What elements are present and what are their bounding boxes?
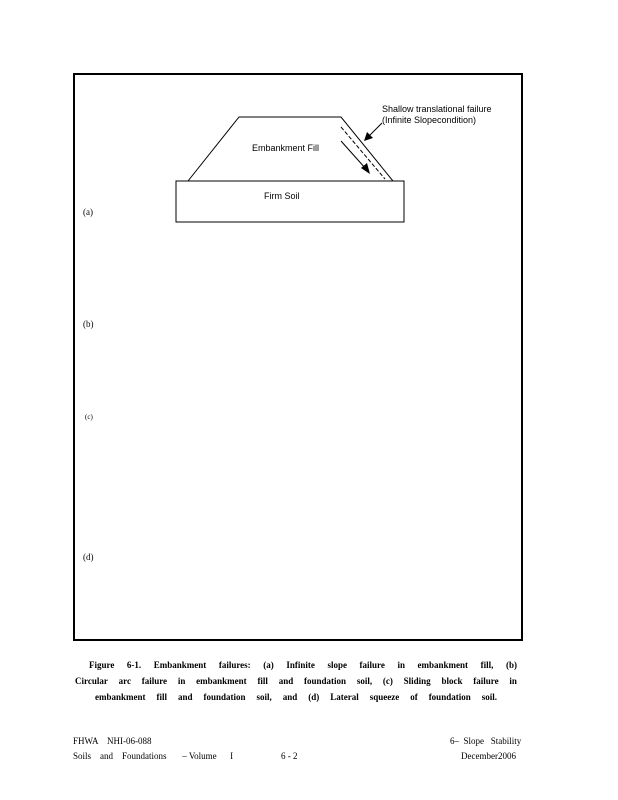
- caption-word: failures:: [218, 660, 251, 670]
- figure-frame: [73, 73, 523, 641]
- footer-document-title: Soils and Foundations – Volume I: [73, 751, 234, 761]
- caption-word: embankment: [196, 676, 247, 686]
- caption-word: fill,: [480, 660, 494, 670]
- caption-line-3: [75, 689, 517, 705]
- panel-label-c: (c): [85, 413, 93, 421]
- caption-word: Circular: [75, 676, 108, 686]
- caption-word: and: [278, 676, 294, 686]
- footer-report-number: FHWA NHI-06-088: [73, 736, 152, 746]
- panel-label-b: (b): [83, 319, 94, 329]
- caption-line-2: [75, 673, 517, 689]
- caption-word: (a): [263, 660, 274, 670]
- embankment-diagram: [75, 75, 521, 639]
- caption-word: Embankment: [153, 660, 207, 670]
- caption-word: fill: [156, 692, 167, 702]
- caption-word: soil.: [481, 692, 497, 702]
- caption-word: and: [177, 692, 193, 702]
- caption-word: embankment: [95, 692, 146, 702]
- footer-chapter-title: 6– Slope Stability: [450, 736, 522, 746]
- caption-word: in: [177, 676, 186, 686]
- caption-word: foundation: [428, 692, 471, 702]
- footer-date: December2006: [461, 751, 516, 761]
- caption-word: (c): [382, 676, 393, 686]
- footer-page-number: 6 - 2: [281, 751, 298, 761]
- caption-word: Infinite: [286, 660, 315, 670]
- figure-caption: [75, 657, 517, 705]
- caption-word: (d): [308, 692, 320, 702]
- caption-line-1: [75, 657, 517, 673]
- caption-word: failure: [141, 676, 168, 686]
- caption-word: foundation: [203, 692, 246, 702]
- caption-word: Figure: [89, 660, 115, 670]
- caption-word: soil,: [256, 692, 272, 702]
- embankment-fill-label: Embankment Fill: [252, 143, 320, 153]
- panel-label-d: (d): [83, 552, 94, 562]
- caption-word: Sliding: [403, 676, 431, 686]
- caption-word: block: [441, 676, 463, 686]
- caption-word: squeeze: [369, 692, 400, 702]
- caption-word: 6-1.: [126, 660, 142, 670]
- caption-word: foundation: [304, 676, 347, 686]
- caption-word: in: [397, 660, 405, 670]
- caption-word: soil,: [356, 676, 373, 686]
- failure-annotation-line1: Shallow translational failure: [382, 104, 492, 114]
- caption-word: of: [410, 692, 418, 702]
- failure-plane-line: [341, 127, 385, 179]
- caption-word: slope: [327, 660, 347, 670]
- panel-label-a: (a): [83, 207, 93, 217]
- caption-word: failure: [359, 660, 385, 670]
- movement-arrow-shaft: [341, 141, 366, 169]
- caption-word: embankment: [417, 660, 469, 670]
- caption-word: in: [509, 676, 517, 686]
- firm-soil-label: Firm Soil: [264, 191, 300, 201]
- caption-word: arc: [118, 676, 131, 686]
- firm-soil-shape: [176, 181, 404, 222]
- caption-word: and: [282, 692, 298, 702]
- caption-word: (b): [505, 660, 517, 670]
- annotation-pointer-line: [369, 123, 382, 136]
- failure-annotation-line2: (Infinite Slopecondition): [382, 115, 477, 125]
- caption-word: Lateral: [330, 692, 359, 702]
- caption-word: failure: [473, 676, 499, 686]
- caption-word: fill: [257, 676, 268, 686]
